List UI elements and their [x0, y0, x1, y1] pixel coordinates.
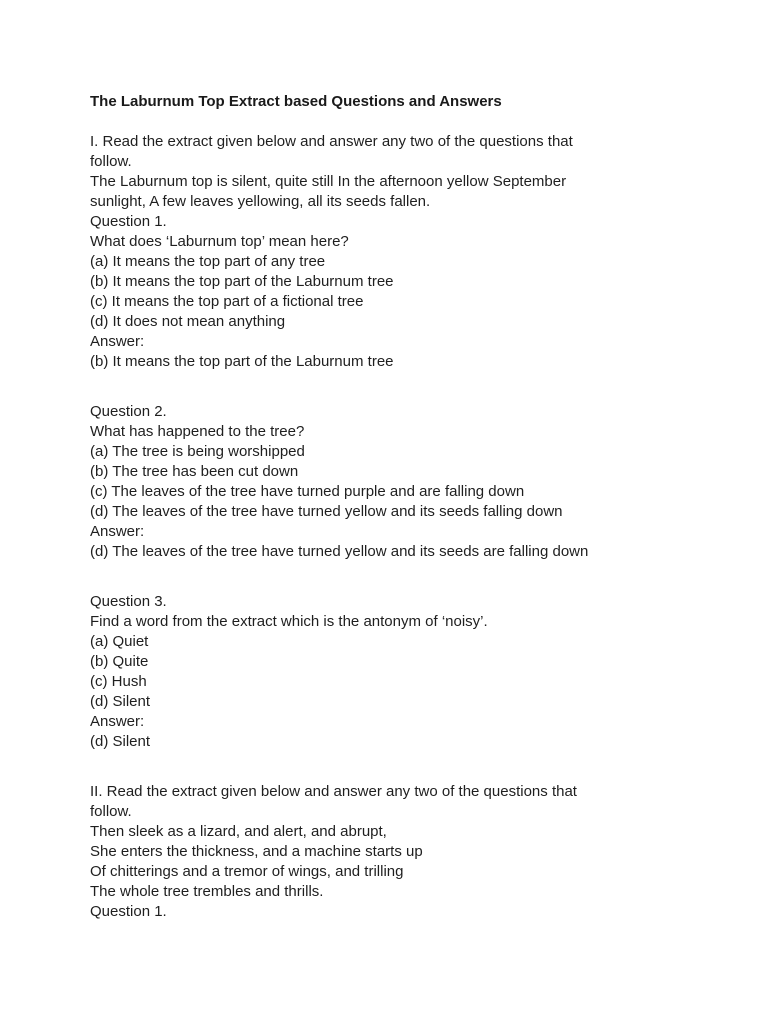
spacer: [90, 112, 750, 132]
section2-extract-line: She enters the thickness, and a machine starts up: [90, 843, 423, 860]
answer-label: Answer:: [90, 713, 145, 730]
section2-extract-line: Of chitterings and a tremor of wings, and trilling: [90, 863, 404, 880]
section1-instruction-line: I. Read the extract given below and answer any two of the questions that: [90, 133, 573, 150]
section2-extract-line: Then sleek as a lizard, and alert, and abrupt,: [90, 823, 387, 840]
question-label: Question 1.: [90, 903, 167, 920]
question-option: (d) It does not mean anything: [90, 313, 286, 330]
question-option: (d) Silent: [90, 693, 151, 710]
question-option: (b) It means the top part of the Laburnum tree: [90, 273, 394, 290]
question-prompt: Find a word from the extract which is the antonym of ‘noisy’.: [90, 613, 488, 630]
question-option: (b) Quite: [90, 653, 149, 670]
question-label: Question 1.: [90, 213, 167, 230]
question-option: (a) Quiet: [90, 633, 149, 650]
question-option: (c) It means the top part of a fictional tree: [90, 293, 364, 310]
section1-instruction-line: follow.: [90, 153, 132, 170]
question-prompt: What has happened to the tree?: [90, 423, 305, 440]
question-prompt: What does ‘Laburnum top’ mean here?: [90, 233, 349, 250]
question-label: Question 3.: [90, 593, 167, 610]
answer-text: (b) It means the top part of the Laburnum tree: [90, 353, 394, 370]
answer-text: (d) Silent: [90, 733, 151, 750]
answer-text: (d) The leaves of the tree have turned yellow and its seeds are falling down: [90, 543, 589, 560]
question-option: (a) It means the top part of any tree: [90, 253, 326, 270]
spacer: [90, 562, 750, 592]
document-title: The Laburnum Top Extract based Questions and Answers: [90, 93, 502, 110]
question-option: (c) Hush: [90, 673, 147, 690]
section2-extract-line: The whole tree trembles and thrills.: [90, 883, 324, 900]
document-page: [90, 92, 750, 922]
section2-instruction-line: II. Read the extract given below and answer any two of the questions that: [90, 783, 577, 800]
question-label: Question 2.: [90, 403, 167, 420]
question-option: (b) The tree has been cut down: [90, 463, 299, 480]
section1-extract-line: sunlight, A few leaves yellowing, all its seeds fallen.: [90, 193, 431, 210]
spacer: [90, 752, 750, 782]
section1-extract-line: The Laburnum top is silent, quite still In the afternoon yellow September: [90, 173, 567, 190]
spacer: [90, 372, 750, 402]
answer-label: Answer:: [90, 333, 145, 350]
answer-label: Answer:: [90, 523, 145, 540]
section2-instruction-line: follow.: [90, 803, 132, 820]
question-option: (a) The tree is being worshipped: [90, 443, 305, 460]
question-option: (c) The leaves of the tree have turned purple and are falling down: [90, 483, 525, 500]
question-option: (d) The leaves of the tree have turned yellow and its seeds falling down: [90, 503, 563, 520]
